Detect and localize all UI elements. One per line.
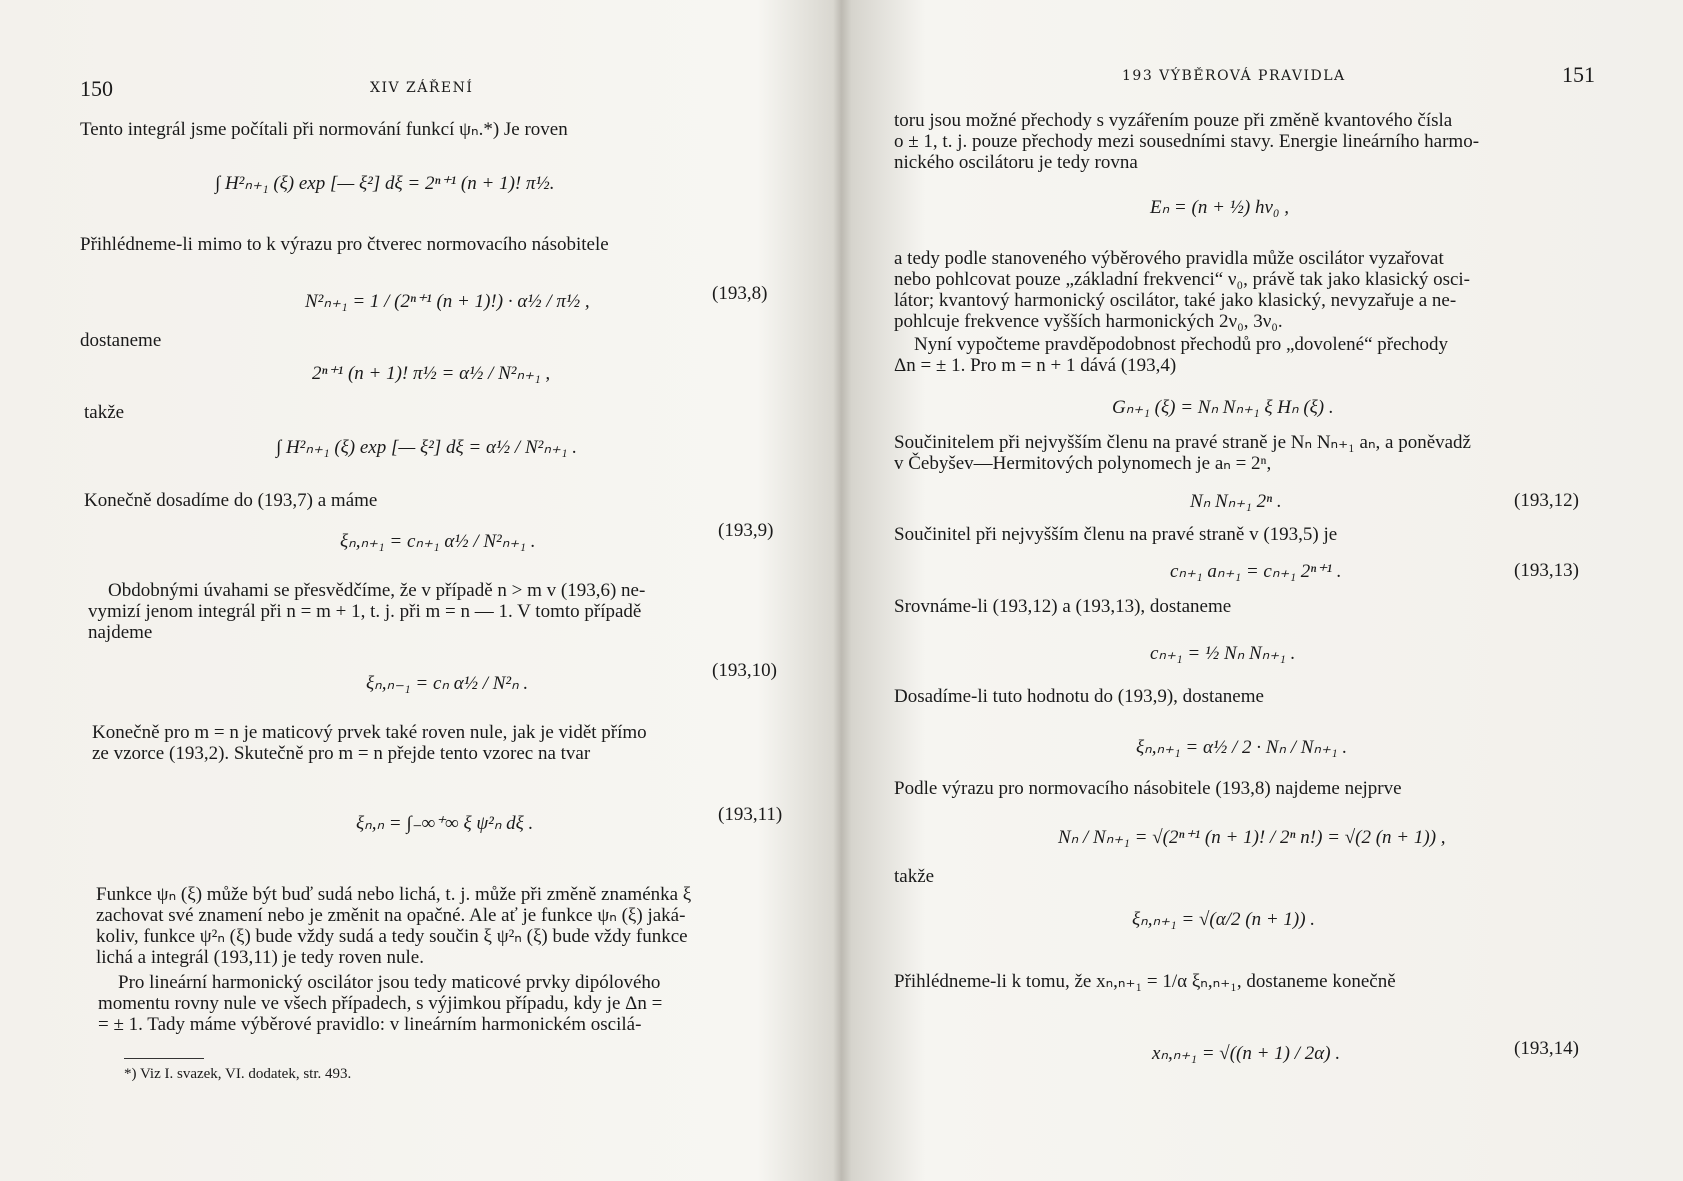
- text-line: ze vzorce (193,2). Skutečně pro m = n přejde tento vzorec na tvar: [92, 743, 591, 764]
- equation-number: (193,9): [718, 520, 774, 541]
- paragraph: [96, 884, 796, 968]
- paragraph: [92, 722, 792, 764]
- page-number: 150: [80, 76, 113, 101]
- paragraph: takže: [894, 866, 935, 887]
- equation-number: (193,13): [1514, 560, 1579, 581]
- paragraph: [88, 580, 788, 643]
- equation: ξₙ,ₙ = ∫₋∞⁺∞ ξ ψ²ₙ dξ .: [356, 813, 534, 834]
- text-line: lichá a integrál (193,11) je tedy roven nule.: [96, 947, 424, 968]
- footnote: *) Viz I. svazek, VI. dodatek, str. 493.: [124, 1066, 352, 1082]
- equation: ∫ H²ₙ₊₁ (ξ) exp [— ξ²] dξ = 2ⁿ⁺¹ (n + 1)! π½.: [215, 173, 555, 194]
- text-line: Součinitelem při nejvyšším členu na pravé straně je Nₙ Nₙ₊₁ aₙ, a poněvadž: [894, 432, 1471, 453]
- equation: Gₙ₊₁ (ξ) = Nₙ Nₙ₊₁ ξ Hₙ (ξ) .: [1112, 397, 1334, 418]
- equation: Nₙ Nₙ₊₁ 2ⁿ .: [1190, 491, 1282, 512]
- paragraph: Přihlédneme-li mimo to k výrazu pro čtverec normovacího násobitele: [80, 234, 609, 255]
- paragraph: [894, 334, 1634, 376]
- text-line: o ± 1, t. j. pouze přechody mezi sousedními stavy. Energie lineárního harmo-: [894, 131, 1480, 152]
- equation: ξₙ,ₙ₊₁ = √(α/2 (n + 1)) .: [1132, 909, 1316, 930]
- right-page: [850, 0, 1683, 1181]
- text-line: vymizí jenom integrál při n = m + 1, t. j. při m = n — 1. V tomto případě: [88, 601, 642, 622]
- paragraph: [98, 972, 798, 1035]
- running-head: XIV ZÁŘENÍ: [370, 80, 474, 96]
- text-line: Δn = ± 1. Pro m = n + 1 dává (193,4): [894, 355, 1177, 376]
- paragraph: Dosadíme-li tuto hodnotu do (193,9), dostaneme: [894, 686, 1264, 707]
- paragraph: dostaneme: [80, 330, 162, 351]
- text-line: nického oscilátoru je tedy rovna: [894, 152, 1138, 173]
- text-line: Konečně pro m = n je maticový prvek také roven nule, jak je vidět přímo: [92, 722, 647, 743]
- text-line: zachovat své znamení nebo je změnit na opačné. Ale ať je funkce ψₙ (ξ) jaká-: [96, 905, 686, 926]
- paragraph: Tento integrál jsme počítali při normování funkcí ψₙ.*) Je roven: [80, 119, 568, 140]
- paragraph: Přihlédneme-li k tomu, že xₙ,ₙ₊₁ = 1/α ξₙ,ₙ₊₁, dostaneme konečně: [894, 971, 1396, 992]
- paragraph: Podle výrazu pro normovacího násobitele (193,8) najdeme nejprve: [894, 778, 1402, 799]
- text-line: koliv, funkce ψ²ₙ (ξ) bude vždy sudá a tedy součin ξ ψ²ₙ (ξ) bude vždy funkce: [96, 926, 688, 947]
- paragraph: [894, 432, 1634, 474]
- text-line: momentu rovny nule ve všech případech, s výjimkou případu, kdy je Δn =: [98, 993, 663, 1014]
- text-line: Pro lineární harmonický oscilátor jsou tedy maticové prvky dipólového: [118, 972, 661, 993]
- equation: ξₙ,ₙ₊₁ = α½ / 2 · Nₙ / Nₙ₊₁ .: [1136, 737, 1348, 758]
- paragraph: Srovnáme-li (193,12) a (193,13), dostaneme: [894, 596, 1232, 617]
- paragraph: takže: [84, 402, 125, 423]
- text-line: Nyní vypočteme pravděpodobnost přechodů pro „dovolené“ přechody: [914, 334, 1448, 355]
- equation-number: (193,11): [718, 804, 783, 825]
- equation: cₙ₊₁ = ½ Nₙ Nₙ₊₁ .: [1150, 643, 1296, 664]
- equation-number: (193,10): [712, 660, 777, 681]
- paragraph: [894, 248, 1634, 332]
- text-line: v Čebyšev—Hermitových polynomech je aₙ = 2ⁿ,: [894, 453, 1272, 474]
- running-head: 193 VÝBĚROVÁ PRAVIDLA: [1122, 68, 1346, 84]
- text-line: pohlcuje frekvence vyšších harmonických 2ν₀, 3ν₀.: [894, 311, 1283, 332]
- text-line: najdeme: [88, 622, 153, 643]
- text-line: látor; kvantový harmonický oscilátor, také jako klasický, nevyzařuje a ne-: [894, 290, 1457, 311]
- paragraph: Konečně dosadíme do (193,7) a máme: [84, 490, 378, 511]
- equation-number: (193,8): [712, 283, 768, 304]
- text-line: Funkce ψₙ (ξ) může být buď sudá nebo lichá, t. j. může při změně znaménka ξ: [96, 884, 692, 905]
- page-number: 151: [1562, 62, 1595, 87]
- text-line: nebo pohlcovat pouze „základní frekvenci“ ν₀, právě tak jako klasický osci-: [894, 269, 1471, 290]
- footnote-rule: [124, 1058, 204, 1059]
- equation: Eₙ = (n + ½) hν₀ ,: [1150, 197, 1290, 218]
- text-line: = ± 1. Tady máme výběrové pravidlo: v lineárním harmonickém oscilá-: [98, 1014, 642, 1035]
- equation: xₙ,ₙ₊₁ = √((n + 1) / 2α) .: [1152, 1043, 1341, 1064]
- equation: ∫ H²ₙ₊₁ (ξ) exp [— ξ²] dξ = α½ / N²ₙ₊₁ .: [276, 437, 578, 458]
- equation: ξₙ,ₙ₋₁ = cₙ α½ / N²ₙ .: [366, 673, 529, 694]
- text-line: a tedy podle stanoveného výběrového pravidla může oscilátor vyzařovat: [894, 248, 1444, 269]
- equation-number: (193,14): [1514, 1038, 1579, 1059]
- paragraph: [894, 110, 1634, 173]
- equation: cₙ₊₁ aₙ₊₁ = cₙ₊₁ 2ⁿ⁺¹ .: [1170, 561, 1342, 582]
- equation: N²ₙ₊₁ = 1 / (2ⁿ⁺¹ (n + 1)!) · α½ / π½ ,: [305, 291, 590, 312]
- equation: Nₙ / Nₙ₊₁ = √(2ⁿ⁺¹ (n + 1)! / 2ⁿ n!) = √(2 (n + 1)) ,: [1058, 827, 1446, 848]
- text-line: Obdobnými úvahami se přesvědčíme, že v případě n > m v (193,6) ne-: [108, 580, 646, 601]
- equation-number: (193,12): [1514, 490, 1579, 511]
- paragraph: Součinitel při nejvyšším členu na pravé straně v (193,5) je: [894, 524, 1338, 545]
- equation: ξₙ,ₙ₊₁ = cₙ₊₁ α½ / N²ₙ₊₁ .: [340, 531, 536, 552]
- text-line: toru jsou možné přechody s vyzářením pouze při změně kvantového čísla: [894, 110, 1453, 131]
- left-page: [0, 0, 810, 1181]
- equation: 2ⁿ⁺¹ (n + 1)! π½ = α½ / N²ₙ₊₁ ,: [312, 363, 551, 384]
